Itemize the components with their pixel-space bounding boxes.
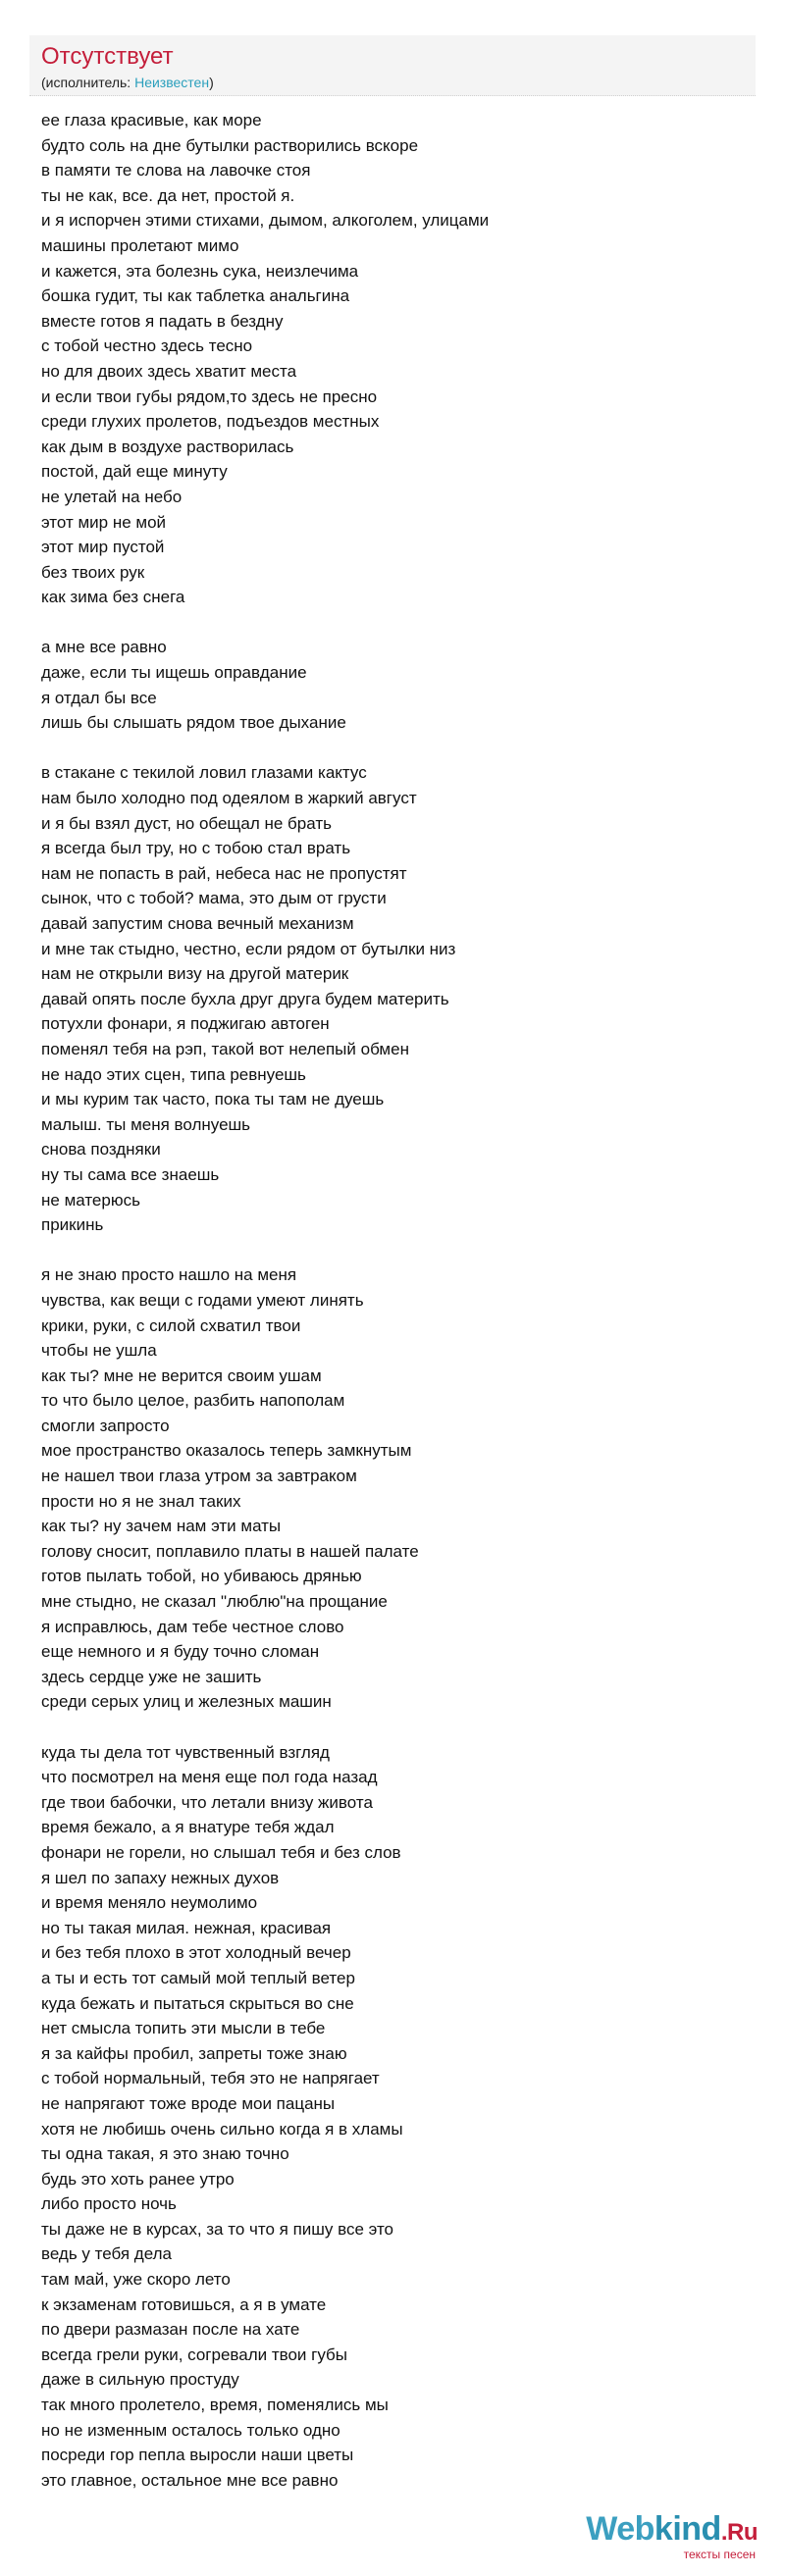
lyrics-line: ее глаза красивые, как море xyxy=(41,111,262,129)
logo-wordmark xyxy=(586,2511,758,2550)
lyrics-line: к экзаменам готовишься, а я в умате xyxy=(41,2294,327,2314)
lyrics-line: куда бежать и пытаться скрыться во сне xyxy=(41,1993,354,2013)
lyrics-line: мое пространство оказалось теперь замкнутым xyxy=(41,1441,412,1461)
lyrics-line: даже в сильную простуду xyxy=(41,2370,239,2390)
lyrics-line: что посмотрел на меня еще пол года назад xyxy=(41,1768,378,1787)
lyrics-line: здесь сердце уже не зашить xyxy=(41,1667,262,1686)
lyrics-line: я шел по запаху нежных духов xyxy=(41,1868,280,1887)
lyrics-line: будто соль на дне бутылки растворились вскоре xyxy=(41,135,419,155)
lyrics-line: ну ты сама все знаешь xyxy=(41,1164,220,1184)
lyrics-line: крики, руки, с силой схватил твои xyxy=(41,1315,301,1335)
lyrics-stanza xyxy=(41,108,748,610)
lyrics-line: хотя не любишь очень сильно когда я в хламы xyxy=(41,2119,403,2138)
lyrics-line: но ты такая милая. нежная, красивая xyxy=(41,1918,332,1937)
song-header xyxy=(29,35,756,96)
lyrics-line: и кажется, эта болезнь сука, неизлечима xyxy=(41,261,359,281)
lyrics-line: где твои бабочки, что летали внизу живота xyxy=(41,1792,373,1812)
lyrics-line: нет смысла топить эти мысли в тебе xyxy=(41,2019,326,2038)
lyrics-line: давай запустим снова вечный механизм xyxy=(41,914,354,933)
lyrics-stanza xyxy=(41,760,748,1237)
lyrics-line: не нашел твои глаза утром за завтраком xyxy=(41,1467,357,1486)
lyrics-line: так много пролетело, время, поменялись мы xyxy=(41,2396,389,2415)
lyrics-line: снова поздняки xyxy=(41,1140,161,1159)
lyrics-line: то что было целое, разбить напополам xyxy=(41,1391,345,1411)
logo-tagline: тексты песен xyxy=(683,2548,756,2561)
lyrics-line: с тобой нормальный, тебя это не напрягает xyxy=(41,2069,380,2088)
lyrics-line: ты одна такая, я это знаю точно xyxy=(41,2144,289,2164)
artist-prefix: (исполнитель: xyxy=(41,75,135,90)
artist-suffix: ) xyxy=(209,75,214,90)
lyrics-line: как дым в воздухе растворилась xyxy=(41,437,294,456)
lyrics-line: я исправлюсь, дам тебе честное слово xyxy=(41,1617,344,1636)
logo-part-web: Web xyxy=(586,2510,654,2548)
webkind-logo[interactable] xyxy=(586,2511,758,2560)
lyrics-line: ведь у тебя дела xyxy=(41,2244,172,2264)
logo-domain-suffix: .Ru xyxy=(720,2519,758,2546)
lyrics-line: но для двоих здесь хватит места xyxy=(41,361,297,381)
lyrics-line: давай опять после бухла друг друга будем материть xyxy=(41,989,449,1008)
lyrics-line: готов пылать тобой, но убиваюсь дрянью xyxy=(41,1567,362,1586)
lyrics-line: там май, уже скоро лето xyxy=(41,2270,231,2290)
lyrics-line: этот мир не мой xyxy=(41,512,167,532)
lyrics-stanza xyxy=(41,635,748,735)
lyrics-line: всегда грели руки, согревали твои губы xyxy=(41,2344,347,2364)
lyrics-body xyxy=(41,108,748,2518)
lyrics-line: сынок, что с тобой? мама, это дым от грусти xyxy=(41,889,387,908)
lyrics-line: постой, дай еще минуту xyxy=(41,462,228,482)
lyrics-line: и если твои губы рядом,то здесь не пресно xyxy=(41,386,378,406)
lyrics-line: чувства, как вещи с годами умеют линять xyxy=(41,1290,364,1310)
lyrics-line: бошка гудит, ты как таблетка анальгина xyxy=(41,286,350,306)
lyrics-line: мне стыдно, не сказал "люблю"на прощание xyxy=(41,1592,388,1612)
lyrics-line: малыш. ты меня волнуешь xyxy=(41,1114,251,1134)
lyrics-line: куда ты дела тот чувственный взгляд xyxy=(41,1742,330,1762)
lyrics-line: как ты? мне не верится своим ушам xyxy=(41,1365,322,1385)
lyrics-line: не надо этих сцен, типа ревнуешь xyxy=(41,1064,306,1084)
lyrics-line: не напрягают тоже вроде мои пацаны xyxy=(41,2093,336,2113)
lyrics-line: смогли запросто xyxy=(41,1416,170,1435)
lyrics-line: фонари не горели, но слышал тебя и без слов xyxy=(41,1842,401,1862)
lyrics-line: среди глухих пролетов, подъездов местных xyxy=(41,412,380,432)
lyrics-line: среди серых улиц и железных машин xyxy=(41,1692,332,1712)
lyrics-line: в памяти те слова на лавочке стоя xyxy=(41,161,311,180)
logo-part-kind: kind xyxy=(654,2510,721,2548)
lyrics-stanza xyxy=(41,1262,748,1715)
lyrics-line: я отдал бы все xyxy=(41,688,157,707)
lyrics-line: нам не открыли визу на другой материк xyxy=(41,964,349,984)
lyrics-line: посреди гор пепла выросли наши цветы xyxy=(41,2446,354,2465)
lyrics-line: потухли фонари, я поджигаю автоген xyxy=(41,1014,330,1034)
lyrics-stanza xyxy=(41,1740,748,2494)
lyrics-line: поменял тебя на рэп, такой вот нелепый обмен xyxy=(41,1039,409,1058)
lyrics-line: я не знаю просто нашло на меня xyxy=(41,1265,297,1285)
lyrics-line: и мы курим так часто, пока ты там не дуешь xyxy=(41,1090,385,1109)
lyrics-line: а ты и есть тот самый мой теплый ветер xyxy=(41,1968,355,1987)
lyrics-line: даже, если ты ищешь оправдание xyxy=(41,663,307,683)
lyrics-line: и время меняло неумолимо xyxy=(41,1893,258,1913)
lyrics-line: этот мир пустой xyxy=(41,538,165,557)
lyrics-line: ты не как, все. да нет, простой я. xyxy=(41,185,295,205)
lyrics-line: а мне все равно xyxy=(41,638,167,657)
lyrics-line: и я бы взял дуст, но обещал не брать xyxy=(41,813,332,833)
lyrics-line: нам не попасть в рай, небеса нас не пропустят xyxy=(41,863,407,883)
lyrics-line: с тобой честно здесь тесно xyxy=(41,336,253,356)
lyrics-line: в стакане с текилой ловил глазами кактус xyxy=(41,763,367,783)
lyrics-line: не матерюсь xyxy=(41,1190,140,1210)
lyrics-line: и без тебя плохо в этот холодный вечер xyxy=(41,1943,351,1963)
lyrics-line: прости но я не знал таких xyxy=(41,1491,241,1511)
lyrics-line: машины пролетают мимо xyxy=(41,235,239,255)
lyrics-line: время бежало, а я внатуре тебя ждал xyxy=(41,1818,335,1837)
lyrics-line: лишь бы слышать рядом твое дыхание xyxy=(41,713,346,733)
artist-line xyxy=(41,74,744,91)
lyrics-line: без твоих рук xyxy=(41,562,145,582)
lyrics-line: как ты? ну зачем нам эти маты xyxy=(41,1517,282,1536)
lyrics-line: не улетай на небо xyxy=(41,487,183,506)
lyrics-line: это главное, остальное мне все равно xyxy=(41,2470,339,2490)
artist-link[interactable]: Неизвестен xyxy=(134,75,210,90)
lyrics-line: еще немного и я буду точно сломан xyxy=(41,1642,320,1662)
lyrics-line: и я испорчен этими стихами, дымом, алкоголем, улицами xyxy=(41,211,490,231)
lyrics-line: ты даже не в курсах, за то что я пишу все это xyxy=(41,2219,394,2239)
lyrics-line: либо просто ночь xyxy=(41,2194,177,2214)
lyrics-line: как зима без снега xyxy=(41,588,185,607)
lyrics-line: чтобы не ушла xyxy=(41,1341,157,1361)
lyrics-line: будь это хоть ранее утро xyxy=(41,2169,235,2189)
song-title: Отсутствует xyxy=(41,43,174,70)
lyrics-line: но не изменным осталось только одно xyxy=(41,2420,340,2440)
lyrics-line: нам было холодно под одеялом в жаркий август xyxy=(41,789,417,808)
lyrics-line: прикинь xyxy=(41,1215,104,1235)
lyrics-line: голову сносит, поплавило платы в нашей палате xyxy=(41,1541,419,1561)
lyrics-line: я за кайфы пробил, запреты тоже знаю xyxy=(41,2043,347,2063)
lyrics-line: и мне так стыдно, честно, если рядом от бутылки низ xyxy=(41,939,456,958)
lyrics-line: я всегда был тру, но с тобою стал врать xyxy=(41,839,351,858)
lyrics-line: по двери размазан после на хате xyxy=(41,2320,300,2340)
lyrics-line: вместе готов я падать в бездну xyxy=(41,311,284,331)
